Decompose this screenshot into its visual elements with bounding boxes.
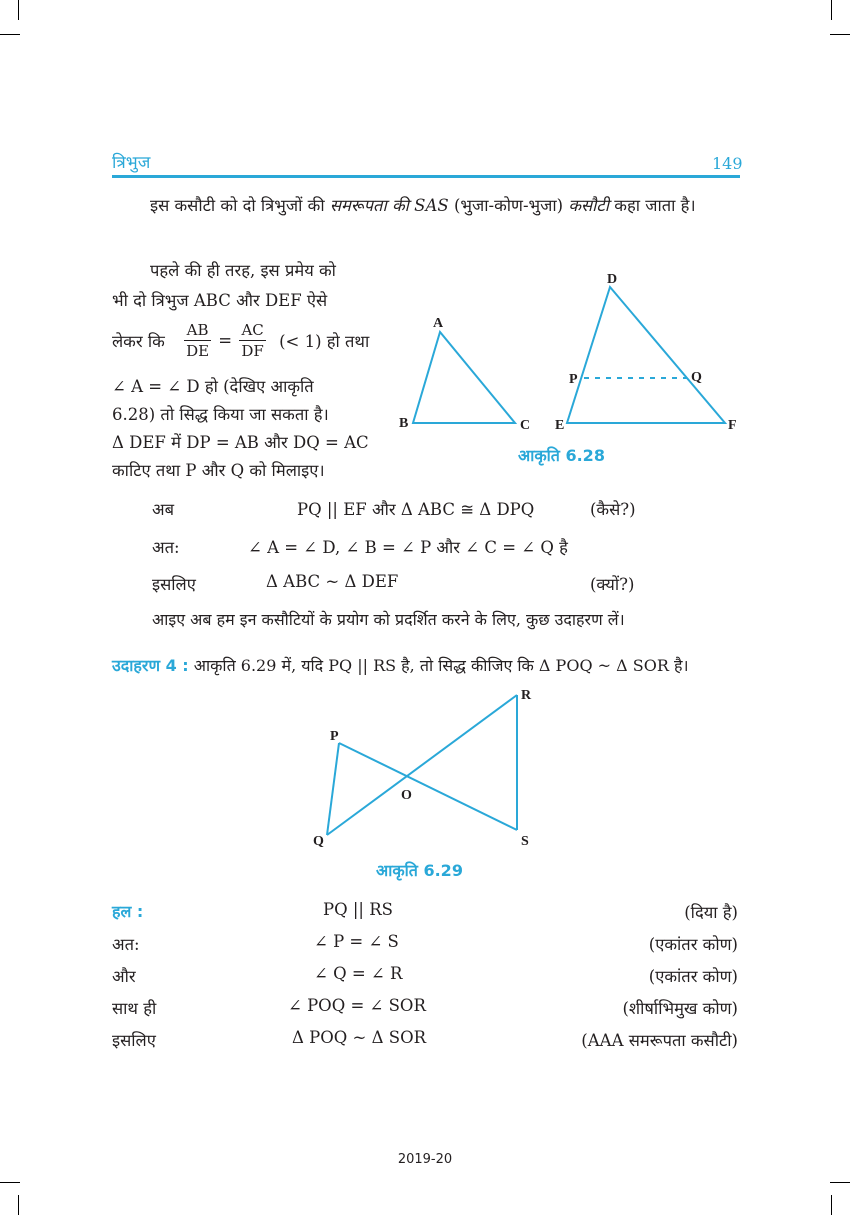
step-1-left: अब: [152, 500, 175, 519]
page-number: 149: [712, 154, 743, 173]
fraction-denominator: DE: [186, 342, 210, 360]
proof-line-2: भी दो त्रिभुज ABC और DEF ऐसे: [112, 291, 328, 310]
vertex-label-f: F: [728, 418, 737, 433]
example-4-label: उदाहरण 4 :: [112, 656, 189, 675]
fraction-numerator: AC: [239, 320, 265, 341]
equals-sign: =: [218, 331, 233, 350]
proof-line-6: Δ DEF में DP = AB और DQ = AC: [112, 433, 369, 452]
solution-row-5-right: (AAA समरूपता कसौटी): [581, 1031, 738, 1050]
fraction-denominator: DF: [241, 342, 264, 360]
triangle-def: [567, 287, 725, 423]
proof-line-5: 6.28) तो सिद्ध किया जा सकता है।: [112, 405, 329, 424]
segment-qr: [327, 695, 517, 835]
proof-line-4: ∠ A = ∠ D हो (देखिए आकृति: [112, 377, 314, 396]
crop-mark: [0, 1182, 20, 1183]
step-2-middle: ∠ A = ∠ D, ∠ B = ∠ P और ∠ C = ∠ Q है: [248, 538, 568, 557]
solution-row-3-middle: ∠ Q = ∠ R: [314, 964, 403, 983]
intro-text: इस कसौटी को दो त्रिभुजों की: [150, 196, 330, 215]
solution-row-4-right: (शीर्षाभिमुख कोण): [622, 999, 738, 1018]
chapter-title: त्रिभुज: [112, 153, 151, 173]
crop-mark: [831, 1195, 832, 1215]
proof-line-1: पहले की ही तरह, इस प्रमेय को: [150, 261, 336, 280]
step-3-left: इसलिए: [152, 575, 196, 594]
proof-line-3-pre: लेकर कि: [112, 332, 165, 351]
header-rule: [112, 175, 740, 178]
step-3-middle: Δ ABC ~ Δ DEF: [266, 572, 399, 591]
solution-row-5-left: इसलिए: [112, 1031, 156, 1050]
solution-label: हल :: [112, 902, 144, 921]
step-2-left: अत:: [152, 538, 180, 557]
examples-intro: आइए अब हम इन कसौटियों के प्रयोग को प्रदर्शित करने के लिए, कुछ उदाहरण लें।: [152, 610, 625, 629]
segment-ps: [339, 743, 517, 830]
solution-row-3-right: (एकांतर कोण): [648, 967, 738, 986]
vertex-label-o: O: [401, 788, 412, 803]
vertex-label-s: S: [521, 834, 529, 849]
figure-6-29: [305, 685, 545, 850]
figure-6-28-caption: आकृति 6.28: [518, 446, 605, 465]
crop-mark: [831, 0, 832, 20]
solution-row-2-right: (एकांतर कोण): [648, 935, 738, 954]
example-4: [112, 654, 689, 676]
vertex-label-e: E: [555, 418, 565, 433]
proof-line-3-post: (< 1) हो तथा: [279, 332, 370, 351]
solution-row-4-middle: ∠ POQ = ∠ SOR: [288, 996, 426, 1015]
fraction-ac-df: [239, 320, 265, 361]
solution-row-5-middle: Δ POQ ~ Δ SOR: [292, 1028, 427, 1047]
solution-row-1-middle: PQ || RS: [323, 900, 393, 919]
intro-paragraph: [112, 190, 740, 221]
proof-line-7: काटिए तथा P और Q को मिलाइए।: [112, 461, 325, 480]
fraction-ab-de: [184, 320, 211, 361]
solution-row-2-left: अत:: [112, 935, 140, 954]
crop-mark: [830, 34, 850, 35]
vertex-label-q: Q: [691, 370, 702, 385]
crop-mark: [0, 34, 20, 35]
step-1-right: (कैसे?): [590, 500, 636, 519]
intro-text-end: कहा जाता है।: [609, 196, 696, 215]
solution-row-1-right: (दिया है): [684, 903, 738, 922]
intro-paren: (भुजा-कोण-भुजा): [448, 196, 569, 215]
vertex-label-b: B: [399, 416, 409, 431]
intro-term: समरूपता की SAS: [329, 196, 449, 215]
figure-6-29-caption: आकृति 6.29: [376, 861, 463, 880]
crop-mark: [830, 1182, 850, 1183]
solution-row-2-middle: ∠ P = ∠ S: [314, 932, 399, 951]
figure-6-28: [395, 265, 745, 440]
solution-row-4-left: साथ ही: [112, 999, 157, 1018]
segment-pq: [327, 743, 339, 835]
footer-year: 2019-20: [397, 1152, 453, 1167]
vertex-label-p: P: [569, 372, 578, 387]
vertex-label-d: D: [607, 272, 618, 287]
crop-mark: [18, 1195, 19, 1215]
intro-term2: कसौटी: [568, 196, 610, 215]
vertex-label-a: A: [433, 316, 444, 331]
vertex-label-q: Q: [313, 834, 324, 849]
step-1-middle: PQ || EF और Δ ABC ≅ Δ DPQ: [297, 500, 535, 519]
fraction-numerator: AB: [184, 320, 211, 341]
crop-mark: [18, 0, 19, 20]
vertex-label-c: C: [520, 418, 531, 433]
triangle-abc: [413, 332, 515, 423]
proof-line-3: [112, 320, 369, 361]
step-3-right: (क्यों?): [590, 575, 635, 594]
solution-row-3-left: और: [112, 967, 136, 986]
vertex-label-r: R: [521, 688, 532, 703]
example-4-text: आकृति 6.29 में, यदि PQ || RS है, तो सिद्ध कीजिए कि Δ POQ ~ Δ SOR है।: [193, 656, 689, 675]
vertex-label-p: P: [330, 729, 339, 744]
